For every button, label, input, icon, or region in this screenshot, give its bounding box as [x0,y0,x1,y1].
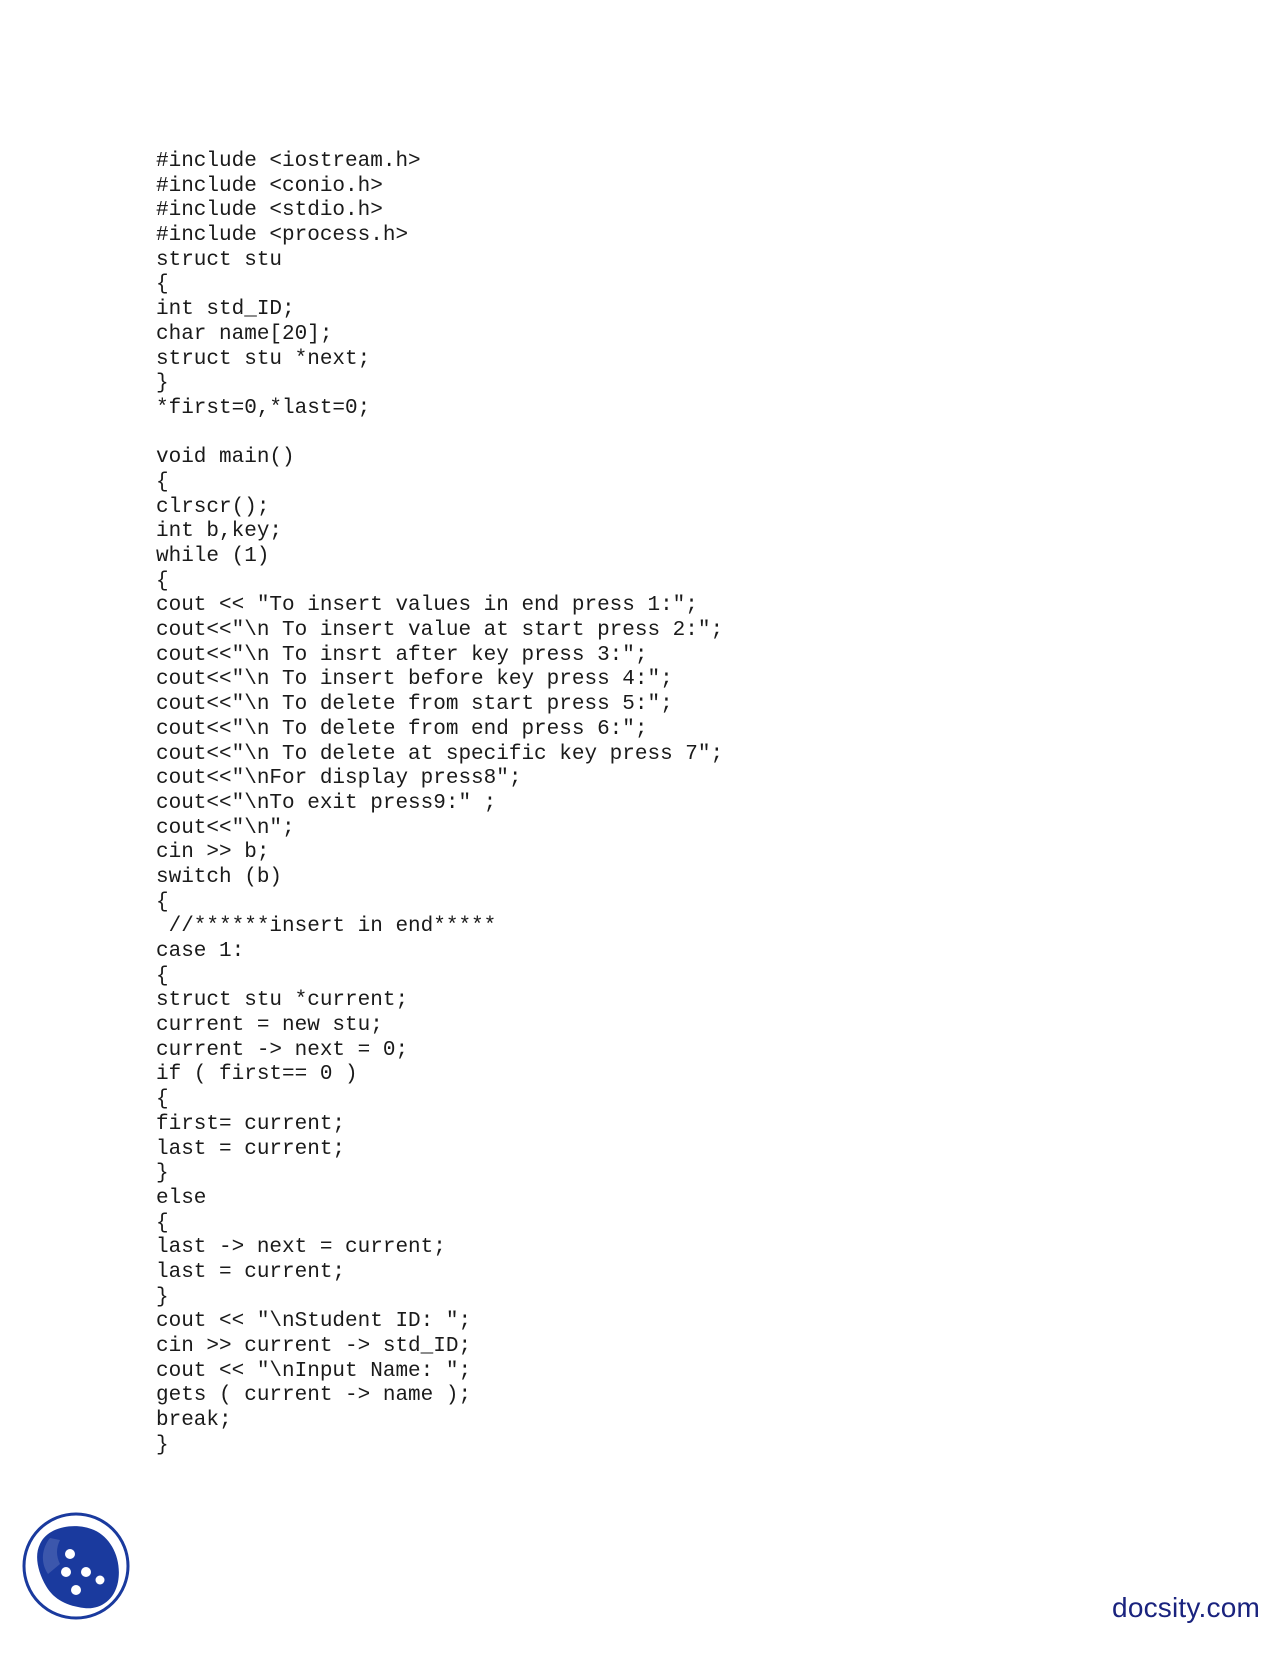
code-line: first= current; [156,1112,346,1136]
code-line: struct stu *current; [156,989,409,1013]
code-line: #include <iostream.h> [156,150,421,173]
code-line: if ( first== 0 ) [156,1063,358,1087]
brand-link[interactable]: docsity.com [1112,1592,1260,1623]
code-line: cin >> b; [156,841,270,865]
code-line: cout<<"\nFor display press8"; [156,767,522,791]
code-line: cout<<"\n To insert before key press 4:"; [156,668,673,692]
code-block [156,150,1136,1458]
code-line: last -> next = current; [156,1236,446,1260]
code-line [156,422,1136,447]
code-line: cout<<"\n To insert value at start press 2:"; [156,619,724,643]
code-line: { [156,964,169,988]
code-line: { [156,1211,169,1235]
code-line: cout<<"\n To delete from end press 6:"; [156,717,648,741]
code-line: cout << "To insert values in end press 1:"; [156,594,698,618]
code-line: { [156,273,169,297]
code-line: } [156,1162,169,1186]
code-line: cout<<"\n To insrt after key press 3:"; [156,643,648,667]
code-line: char name[20]; [156,322,333,346]
code-line: *first=0,*last=0; [156,396,371,420]
code-line: #include <process.h> [156,224,409,248]
code-line: } [156,1433,169,1457]
code-line: } [156,372,169,396]
code-line: last = current; [156,1137,346,1161]
code-line: cout << "\nStudent ID: "; [156,1310,472,1334]
code-line: cout << "\nInput Name: "; [156,1359,472,1383]
code-line: gets ( current -> name ); [156,1384,472,1408]
docsity-logo-icon [20,1510,132,1622]
code-line: { [156,569,169,593]
code-line: cin >> current -> std_ID; [156,1335,472,1358]
code-line: cout<<"\n"; [156,816,295,840]
code-line: int b,key; [156,520,283,544]
code-line: } [156,1285,169,1309]
code-line: #include <conio.h> [156,174,383,198]
code-line: cout<<"\nTo exit press9:" ; [156,791,497,815]
code-line: switch (b) [156,865,283,889]
code-line: current = new stu; [156,1014,383,1038]
code-line: while (1) [156,545,270,568]
code-line: //******insert in end***** [156,915,497,939]
code-line: case 1: [156,940,245,963]
code-line: cout<<"\n To delete from start press 5:"; [156,693,673,717]
code-line: cout<<"\n To delete at specific key press 7"; [156,742,724,766]
code-line: #include <stdio.h> [156,199,383,223]
code-line: { [156,470,169,494]
code-line: clrscr(); [156,495,270,519]
code-line: { [156,1088,169,1112]
code-line: int std_ID; [156,298,295,322]
code-line: else [156,1186,207,1210]
code-line: last = current; [156,1260,346,1284]
code-line: break; [156,1409,232,1433]
code-line: { [156,890,169,914]
code-line: struct stu [156,248,283,272]
code-line: current -> next = 0; [156,1038,409,1062]
code-line: struct stu *next; [156,347,371,371]
code-line: void main() [156,446,295,470]
